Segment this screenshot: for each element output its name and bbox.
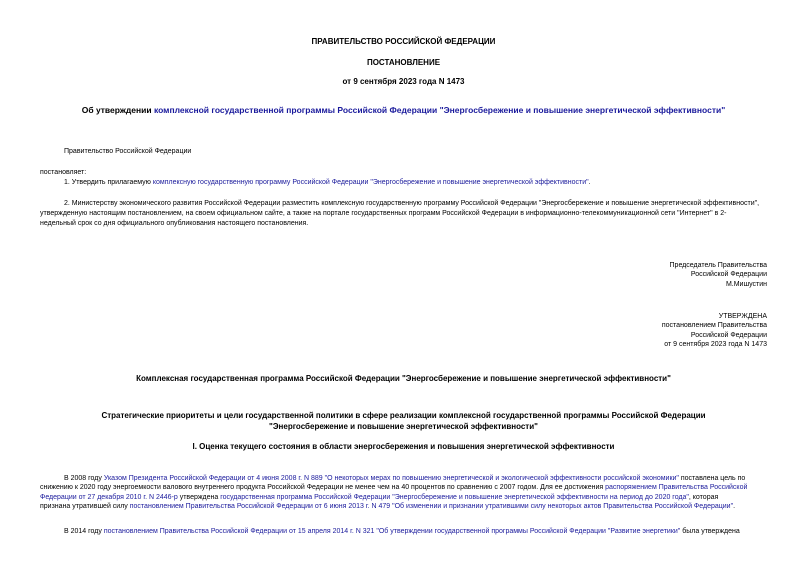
paragraph-2008-text: утверждена	[177, 493, 221, 501]
decides-line: постановляет:	[40, 169, 87, 176]
approval-date: от 9 сентября 2023 года N 1473	[664, 341, 767, 349]
paragraph-2008-line-3	[40, 493, 769, 502]
government-line: Правительство Российской Федерации	[64, 148, 192, 155]
resolution-321-link[interactable]: постановлением Правительства Российской Федерации от 15 апреля 2014 г. N 321 "Об утверждении государственной программы Российской Федерации "Развитие энергетики"	[103, 528, 681, 535]
approval-org: Российской Федерации	[690, 331, 767, 339]
paragraph-2008-text: В 2008 году	[64, 475, 104, 482]
paragraph-2014-text: была утверждена	[680, 528, 740, 535]
document-title-prefix: Об утверждении	[81, 105, 154, 115]
paragraph-2008-text: признана утратившей силу	[40, 503, 130, 511]
item-2-line-1: 2. Министерству экономического развития Российской Федерации разместить комплексную государственную программу Российской Федерации "Энергосбережение и повышение энергетической эффективности",	[64, 200, 760, 207]
subsection-title: I. Оценка текущего состояния в области энергосбережения и повышения энергетической эффективности	[192, 442, 615, 451]
paragraph-2008-text: поставлена цель по	[678, 475, 746, 482]
section-title-line-1: Стратегические приоритеты и цели государственной политики в сфере реализации комплексной государственной программы Российской Федерации	[101, 411, 706, 420]
approval-by: постановлением Правительства	[661, 322, 767, 330]
government-heading: ПРАВИТЕЛЬСТВО РОССИЙСКОЙ ФЕДЕРАЦИИ	[311, 37, 496, 46]
item-2-line-3: недельный срок со дня официального опубликования настоящего постановления.	[40, 220, 309, 227]
paragraph-2008-text: , которая	[688, 493, 719, 501]
state-program-2020-link[interactable]: государственная программа Российской Федерации "Энергосбережение и повышение энергетической эффективности на период до 2020 года"	[220, 493, 689, 501]
item-1-prefix: 1. Утвердить прилагаемую	[64, 179, 153, 186]
resolution-479-link[interactable]: постановлением Правительства Российской Федерации от 6 июня 2013 г. N 479 "Об изменении и признании утратившими силу некоторых актов Правительства Российской Федерации"	[129, 503, 734, 511]
item-1-program-link[interactable]: комплексную государственную программу Российской Федерации "Энергосбережение и повышение энергетической эффективности"	[152, 179, 589, 186]
item-1-suffix: .	[588, 179, 591, 186]
signature-name: М.Мишустин	[725, 280, 767, 288]
signature-block	[467, 261, 767, 289]
approval-label: УТВЕРЖДЕНА	[718, 313, 767, 320]
paragraph-2008	[40, 474, 769, 512]
approval-stamp	[467, 312, 767, 350]
paragraph-2008-line-4	[40, 502, 769, 511]
decree-889-link[interactable]: Указом Президента Российской Федерации от 4 июня 2008 г. N 889 "О некоторых мерах по повышению энергетической и экологической эффективности российской экономики"	[103, 475, 679, 482]
paragraph-2008-line-1	[40, 474, 769, 483]
signature-position: Председатель Правительства	[669, 262, 767, 269]
paragraph-2008-text: снижению к 2020 году энергоемкости валового внутреннего продукта Российской Федерации не менее чем на 40 процентов по сравнению с 2007 годом. Для ее достижения	[40, 484, 606, 492]
signature-org: Российской Федерации	[690, 271, 767, 279]
paragraph-2008-text: .	[733, 503, 736, 511]
paragraph-2008-line-2	[40, 483, 769, 492]
section-title-line-2: "Энергосбережение и повышение энергетической эффективности"	[269, 422, 538, 431]
program-title: Комплексная государственная программа Российской Федерации "Энергосбережение и повышение энергетической эффективности"	[136, 374, 671, 383]
document-title-link[interactable]: комплексной государственной программы Российской Федерации "Энергосбережение и повышение энергетической эффективности"	[153, 105, 726, 115]
order-2446-link-start[interactable]: распоряжением Правительства Российской	[605, 484, 748, 492]
document-title	[0, 105, 807, 116]
item-1	[64, 178, 591, 187]
paragraph-2014	[64, 527, 740, 536]
paragraph-2014-text: В 2014 году	[64, 528, 104, 535]
item-2-line-2: утвержденную настоящим постановлением, на своем официальном сайте, а также на портале государственных программ Российской Федерации в информационно-телекоммуникационной сети "Интернет" в 2-	[40, 210, 727, 217]
order-2446-link-end[interactable]: Федерации от 27 декабря 2010 г. N 2446-р	[40, 493, 178, 501]
document-date-number: от 9 сентября 2023 года N 1473	[342, 77, 465, 86]
document-type: ПОСТАНОВЛЕНИЕ	[366, 58, 441, 67]
